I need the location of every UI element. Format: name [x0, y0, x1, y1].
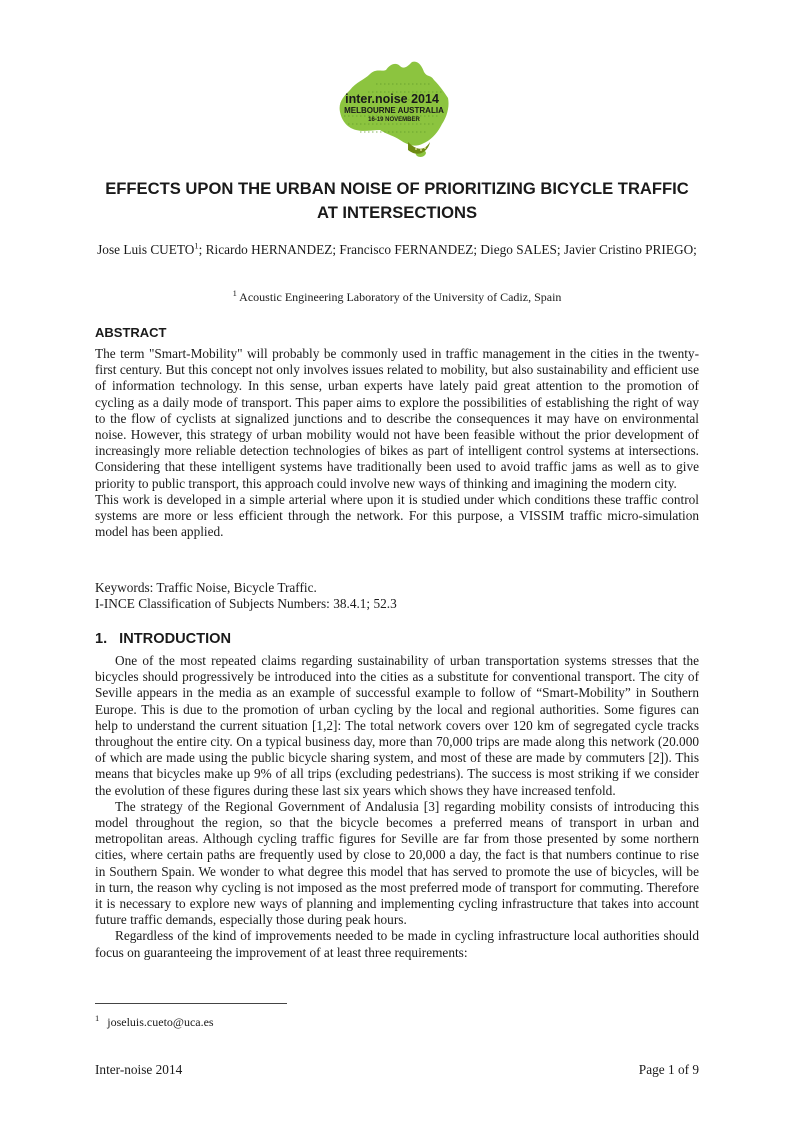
section-title: INTRODUCTION [119, 631, 232, 647]
abstract-paragraph: The term "Smart-Mobility" will probably be commonly used in traffic management in the cities in the twenty-first century. But this concept not only involves issues related to mobility, but also sustainability and efficient use of information technology. In this sense, urban experts have lately paid great attention to the promotion of cycling as a daily mode of transport. This paper aims to explore the possibilities of establishing the right of way to the flow of cyclists at signalized junctions and to describe the consequences it may have on environmental noise. However, this strategy of urban mobility would not have been feasible without the prior development of increasingly more reliable detection technologies of bikes as part of intelligent control systems at intersections. Considering that these intelligent systems have traditionally been used to avoid traffic jams as well as to give priority to public transport, this approach could involve new ways of thinking and imagining the modern city. [95, 346, 699, 491]
page-number: Page 1 of 9 [638, 1062, 699, 1077]
paper-title: EFFECTS UPON THE URBAN NOISE OF PRIORITIZING BICYCLE TRAFFIC AT INTERSECTIONS [105, 179, 689, 222]
introduction-body [95, 653, 699, 961]
author-list [75, 238, 719, 262]
logo-conference-name: inter.noise 2014 [345, 92, 439, 106]
author-email[interactable]: joseluis.cueto@uca.es [107, 1015, 214, 1029]
abstract-paragraph: This work is developed in a simple arterial where upon it is studied under which conditions these traffic control systems are more or less efficient through the network. For this purpose, a VISSIM traffic micro-simulation model has been applied. [95, 491, 699, 540]
keywords-block [95, 580, 397, 612]
footer-conference: Inter-noise 2014 [95, 1062, 183, 1077]
footnote-marker: 1 [95, 1013, 100, 1023]
body-paragraph: Regardless of the kind of improvements needed to be made in cycling infrastructure local authorities should focus on guaranteeing the improvement of at least three requirements: [95, 928, 699, 960]
boomerang-dot [420, 149, 422, 151]
introduction-heading [95, 629, 231, 649]
logo-dates: 16-19 NOVEMBER [368, 117, 420, 123]
affiliation-line [95, 289, 699, 305]
section-number: 1. [95, 631, 108, 647]
page-footer [95, 1062, 699, 1078]
classification-numbers: I-INCE Classification of Subjects Numbers: 38.4.1; 52.3 [95, 596, 397, 612]
abstract-body [95, 346, 699, 540]
footnote [95, 1014, 214, 1030]
footnote-divider [95, 1003, 287, 1004]
conference-logo [330, 60, 455, 160]
affiliation-text: Acoustic Engineering Laboratory of the University of Cadiz, Spain [239, 290, 562, 304]
keywords: Keywords: Traffic Noise, Bicycle Traffic. [95, 580, 317, 595]
first-author: Jose Luis CUETO [97, 242, 195, 257]
body-paragraph: One of the most repeated claims regarding sustainability of urban transportation systems stresses that the bicycles should progressively be introduced into the cities as a substitute for conventional transport. The city of Seville appears in the media as an example of successful example to follow of “Smart-Mobility” in Southern Europe. This is due to the promotion of urban cycling by the local and regional authorities. Some figures can help to understand the current situation [1,2]: The total network covers over 120 km of segregated cycle tracks throughout the entire city. On a typical business day, more than 70,000 trips are made along this network (20.000 of which are made using the public bicycle sharing system, and most of these are made by commuters [2]). This means that bicycles make up 9% of all trips (excluding pedestrians). The success is most striking if we consider the evolution of these figures during these last six years which shows they have increased tenfold. [95, 653, 699, 798]
abstract-heading: ABSTRACT [95, 325, 167, 340]
other-authors: ; Ricardo HERNANDEZ; Francisco FERNANDEZ; Diego SALES; Javier Cristino PRIEGO; [198, 242, 697, 257]
logo-location: MELBOURNE AUSTRALIA [344, 106, 444, 115]
boomerang-dot [424, 147, 426, 149]
affiliation-marker: 1 [194, 240, 199, 251]
body-paragraph: The strategy of the Regional Government of Andalusia [3] regarding mobility consists of introducing this model throughout the region, so that the bicycle becomes a preferred means of transport in urban and metropolitan areas. Although cycling traffic figures for Seville are far from those presented by some northern cities, where certain paths are frequently used by close to 20,000 a day, the fact is that numbers continue to rise in Southern Spain. We wonder to what degree this model that has served to promote the use of bicycles, will be in turn, the reason why cycling is not imposed as the most preferred mode of transport for commuting. Therefore it is necessary to explore new ways of planning and implementing cycling infrastructure that takes into account future traffic demands, especially those during peak hours. [95, 798, 699, 928]
boomerang-dot [415, 148, 417, 150]
affiliation-number: 1 [232, 288, 237, 298]
